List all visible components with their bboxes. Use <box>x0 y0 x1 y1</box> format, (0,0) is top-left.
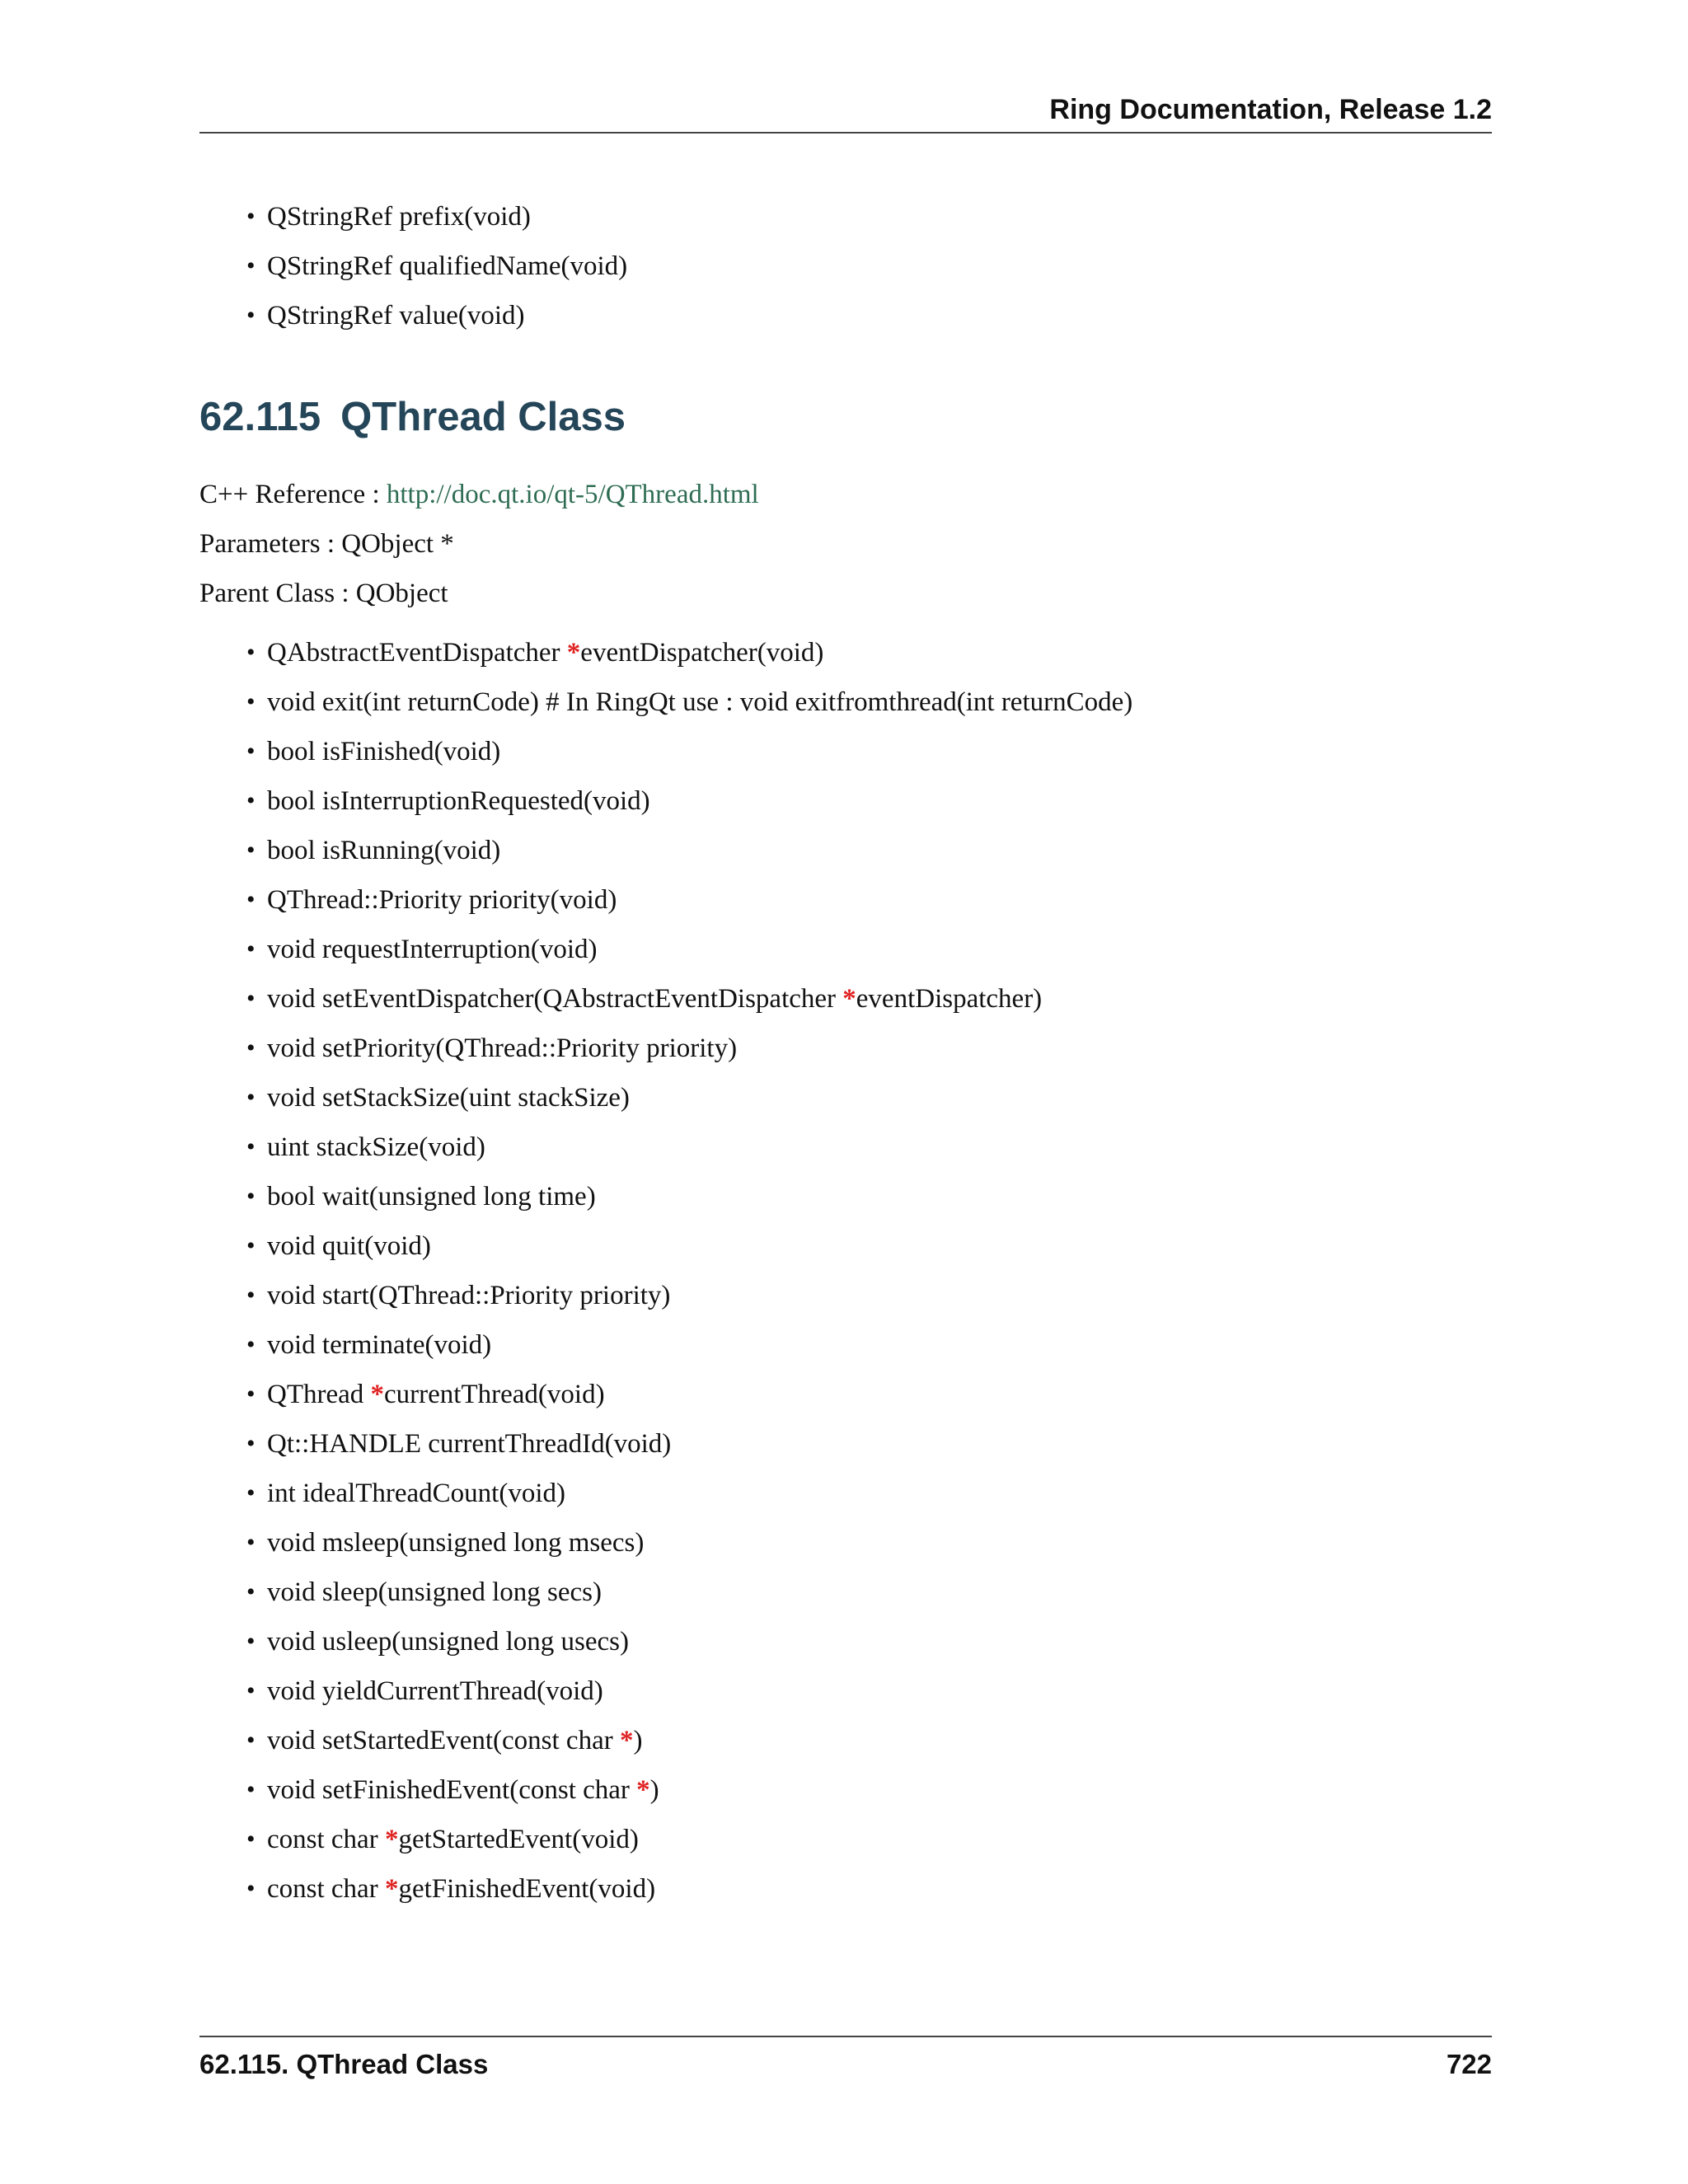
method-text-after: ) <box>633 1726 643 1755</box>
method-text: void setEventDispatcher(QAbstractEventDispatcher <box>267 984 843 1014</box>
method-text-after: getStartedEvent(void) <box>398 1825 639 1854</box>
method-text: const char <box>267 1825 385 1854</box>
method-text: void setFinishedEvent(const char <box>267 1775 637 1805</box>
list-item <box>199 1526 1485 1576</box>
method-text-after: ) <box>649 1775 659 1805</box>
method-text: bool isFinished(void) <box>267 737 501 766</box>
method-text: void sleep(unsigned long secs) <box>267 1577 603 1607</box>
method-text: void start(QThread::Priority priority) <box>267 1281 671 1310</box>
list-item <box>199 1230 1485 1279</box>
cpp-reference-label: C++ Reference : <box>199 480 387 509</box>
list-item: • QStringRef prefix(void) <box>199 200 1485 250</box>
method-list <box>199 636 1485 1922</box>
method-text: void usleep(unsigned long usecs) <box>267 1627 630 1657</box>
section-number: 62.115 <box>199 395 321 439</box>
pointer-star: * <box>370 1380 385 1409</box>
list-item <box>199 883 1485 933</box>
list-item <box>199 1477 1485 1526</box>
method-text: void requestInterruption(void) <box>267 935 598 964</box>
list-item: • QStringRef value(void) <box>199 299 1485 349</box>
header-title: Ring Documentation, Release 1.2 <box>1049 94 1492 125</box>
list-item <box>199 834 1485 883</box>
method-text: const char <box>267 1874 385 1904</box>
list-item <box>199 1675 1485 1724</box>
previous-method-list <box>199 200 1485 349</box>
pointer-star: * <box>566 638 581 668</box>
method-text-after: eventDispatcher(void) <box>580 638 824 668</box>
list-item <box>199 1131 1485 1180</box>
method-text: void terminate(void) <box>267 1330 492 1360</box>
method-text: QThread <box>267 1380 371 1409</box>
method-text-after: getFinishedEvent(void) <box>398 1874 656 1904</box>
method-text: void msleep(unsigned long msecs) <box>267 1528 645 1558</box>
method-text: void quit(void) <box>267 1231 431 1261</box>
list-item <box>199 933 1485 982</box>
list-item <box>199 1032 1485 1081</box>
list-item <box>199 735 1485 785</box>
list-item <box>199 1724 1485 1774</box>
page-header <box>199 92 1492 134</box>
list-item <box>199 636 1485 686</box>
list-item <box>199 1427 1485 1477</box>
pointer-star: * <box>384 1825 399 1854</box>
cpp-reference-link[interactable]: http://doc.qt.io/qt-5/QThread.html <box>386 480 759 509</box>
pointer-star: * <box>384 1874 399 1904</box>
list-item <box>199 785 1485 834</box>
list-item <box>199 1774 1485 1823</box>
list-item <box>199 1180 1485 1230</box>
method-text: void setStackSize(uint stackSize) <box>267 1083 630 1113</box>
page-footer <box>199 2036 1492 2077</box>
method-text: uint stackSize(void) <box>267 1132 485 1162</box>
list-item <box>199 982 1485 1032</box>
list-item <box>199 1823 1485 1872</box>
footer-section-label: 62.115. QThread Class <box>199 2049 489 2079</box>
method-text: bool isInterruptionRequested(void) <box>267 786 650 816</box>
parameters-line: Parameters : QObject * <box>199 529 454 559</box>
parent-class-line: Parent Class : QObject <box>199 579 448 608</box>
page-number: 722 <box>1446 2049 1492 2079</box>
list-item: • QStringRef qualifiedName(void) <box>199 250 1485 299</box>
method-text: void setPriority(QThread::Priority priority) <box>267 1033 738 1063</box>
method-text: void yieldCurrentThread(void) <box>267 1676 603 1706</box>
method-text: bool isRunning(void) <box>267 836 501 865</box>
section-heading <box>199 394 626 440</box>
cpp-reference-line <box>199 478 759 511</box>
list-item <box>199 1081 1485 1131</box>
list-item <box>199 1872 1485 1922</box>
method-text: void exit(int returnCode) # In RingQt use : void exitfromthread(int returnCode) <box>267 687 1133 717</box>
list-item <box>199 1329 1485 1378</box>
method-text: QAbstractEventDispatcher <box>267 638 567 668</box>
list-item <box>199 1576 1485 1625</box>
section-title: QThread Class <box>340 395 626 439</box>
list-item <box>199 1279 1485 1329</box>
pointer-star: * <box>636 1775 650 1805</box>
pointer-star: * <box>619 1726 634 1755</box>
method-text: Qt::HANDLE currentThreadId(void) <box>267 1429 672 1459</box>
method-text: QThread::Priority priority(void) <box>267 885 617 915</box>
method-text: int idealThreadCount(void) <box>267 1479 565 1508</box>
method-text-after: eventDispatcher) <box>856 984 1043 1014</box>
list-item <box>199 686 1485 735</box>
pointer-star: * <box>842 984 856 1014</box>
list-item <box>199 1378 1485 1427</box>
list-item <box>199 1625 1485 1675</box>
method-text: bool wait(unsigned long time) <box>267 1182 596 1212</box>
method-text: void setStartedEvent(const char <box>267 1726 620 1755</box>
method-text-after: currentThread(void) <box>384 1380 605 1409</box>
